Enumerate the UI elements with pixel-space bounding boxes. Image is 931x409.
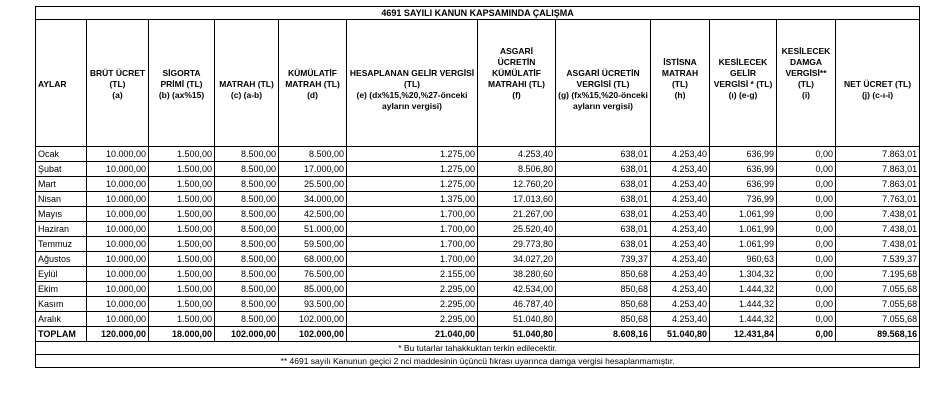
value-cell: 1.500,00	[149, 237, 215, 252]
value-cell: 38.280,60	[478, 267, 556, 282]
value-cell: 4.253,40	[651, 207, 710, 222]
table-row	[36, 222, 920, 237]
value-cell: 4.253,40	[651, 297, 710, 312]
value-cell: 1.500,00	[149, 207, 215, 222]
value-cell: 0,00	[777, 297, 836, 312]
column-code: (j) (c-ı-i)	[836, 90, 920, 147]
month-cell: Ekim	[36, 282, 87, 297]
value-cell: 850,68	[556, 312, 651, 327]
month-cell: Mayıs	[36, 207, 87, 222]
value-cell: 7.863,01	[836, 147, 920, 162]
month-cell: Ağustos	[36, 252, 87, 267]
column-code: (b) (ax%15)	[149, 90, 215, 147]
value-cell: 8.500,00	[215, 162, 279, 177]
value-cell: 1.061,99	[710, 237, 777, 252]
value-cell: 1.444,32	[710, 297, 777, 312]
column-header: BRÜT ÜCRET (TL)	[87, 20, 149, 91]
value-cell: 10.000,00	[87, 147, 149, 162]
value-cell: 636,99	[710, 147, 777, 162]
value-cell: 10.000,00	[87, 267, 149, 282]
column-header: NET ÜCRET (TL)	[836, 20, 920, 91]
value-cell: 0,00	[777, 267, 836, 282]
value-cell: 51.000,00	[279, 222, 347, 237]
value-cell: 8.500,00	[215, 147, 279, 162]
table-row	[36, 312, 920, 327]
value-cell: 4.253,40	[651, 267, 710, 282]
month-cell: Kasım	[36, 297, 87, 312]
value-cell: 638,01	[556, 162, 651, 177]
value-cell: 960,63	[710, 252, 777, 267]
value-cell: 638,01	[556, 237, 651, 252]
value-cell: 7.438,01	[836, 222, 920, 237]
value-cell: 85.000,00	[279, 282, 347, 297]
column-code: (e) (dx%15,%20,%27-önceki ayların vergisi)	[347, 90, 478, 147]
value-cell: 12.760,20	[478, 177, 556, 192]
month-cell: Şubat	[36, 162, 87, 177]
column-code: (g) (fx%15,%20-önceki ayların vergisi)	[556, 90, 651, 147]
column-code: (d)	[279, 90, 347, 147]
table-row	[36, 177, 920, 192]
value-cell: 0,00	[777, 282, 836, 297]
column-code: (f)	[478, 90, 556, 147]
table-row	[36, 147, 920, 162]
value-cell: 10.000,00	[87, 252, 149, 267]
value-cell: 7.438,01	[836, 207, 920, 222]
value-cell: 850,68	[556, 282, 651, 297]
value-cell: 1.500,00	[149, 192, 215, 207]
value-cell: 4.253,40	[651, 312, 710, 327]
value-cell: 2.295,00	[347, 297, 478, 312]
value-cell: 10.000,00	[87, 312, 149, 327]
value-cell: 0,00	[777, 147, 836, 162]
value-cell: 1.500,00	[149, 312, 215, 327]
value-cell: 7.055,68	[836, 312, 920, 327]
value-cell: 25.500,00	[279, 177, 347, 192]
value-cell: 8.500,00	[215, 177, 279, 192]
column-header: KESİLECEK GELİR VERGİSİ * (TL)	[710, 20, 777, 91]
footnote: * Bu tutarlar tahakkuktan terkin edilecektir.	[36, 342, 920, 355]
tax-table	[35, 6, 920, 368]
value-cell: 1.700,00	[347, 207, 478, 222]
value-cell: 21.267,00	[478, 207, 556, 222]
table-row	[36, 207, 920, 222]
value-cell: 736,99	[710, 192, 777, 207]
value-cell: 7.438,01	[836, 237, 920, 252]
value-cell: 850,68	[556, 297, 651, 312]
value-cell: 2.295,00	[347, 282, 478, 297]
table-row	[36, 162, 920, 177]
tax-calculation-sheet	[35, 6, 919, 368]
value-cell: 8.500,00	[215, 252, 279, 267]
value-cell: 8.500,00	[215, 222, 279, 237]
value-cell: 8.500,00	[215, 237, 279, 252]
total-cell: 51.040,80	[478, 327, 556, 342]
value-cell: 7.195,68	[836, 267, 920, 282]
total-cell: 18.000,00	[149, 327, 215, 342]
value-cell: 46.787,40	[478, 297, 556, 312]
value-cell: 10.000,00	[87, 237, 149, 252]
value-cell: 8.500,00	[215, 282, 279, 297]
value-cell: 636,99	[710, 162, 777, 177]
table-row	[36, 282, 920, 297]
total-cell: 102.000,00	[279, 327, 347, 342]
value-cell: 7.763,01	[836, 192, 920, 207]
value-cell: 1.275,00	[347, 162, 478, 177]
column-code	[36, 90, 87, 147]
value-cell: 102.000,00	[279, 312, 347, 327]
value-cell: 0,00	[777, 207, 836, 222]
value-cell: 10.000,00	[87, 207, 149, 222]
value-cell: 4.253,40	[651, 222, 710, 237]
value-cell: 29.773,80	[478, 237, 556, 252]
value-cell: 1.500,00	[149, 222, 215, 237]
table-title: 4691 SAYILI KANUN KAPSAMINDA ÇALIŞMA	[36, 7, 920, 20]
value-cell: 1.500,00	[149, 267, 215, 282]
month-cell: Mart	[36, 177, 87, 192]
value-cell: 4.253,40	[478, 147, 556, 162]
value-cell: 8.500,00	[215, 192, 279, 207]
value-cell: 10.000,00	[87, 222, 149, 237]
value-cell: 638,01	[556, 177, 651, 192]
table-row	[36, 192, 920, 207]
total-cell: 51.040,80	[651, 327, 710, 342]
column-header: SİGORTA PRİMİ (TL)	[149, 20, 215, 91]
value-cell: 93.500,00	[279, 297, 347, 312]
value-cell: 1.700,00	[347, 237, 478, 252]
value-cell: 850,68	[556, 267, 651, 282]
value-cell: 10.000,00	[87, 192, 149, 207]
value-cell: 7.055,68	[836, 297, 920, 312]
total-cell: 0,00	[777, 327, 836, 342]
value-cell: 0,00	[777, 177, 836, 192]
value-cell: 638,01	[556, 192, 651, 207]
value-cell: 8.500,00	[215, 312, 279, 327]
value-cell: 0,00	[777, 252, 836, 267]
total-row	[36, 327, 920, 342]
value-cell: 8.500,00	[279, 147, 347, 162]
month-cell: Eylül	[36, 267, 87, 282]
column-code: (i)	[777, 90, 836, 147]
table-row	[36, 267, 920, 282]
column-code: (ı) (e-g)	[710, 90, 777, 147]
value-cell: 638,01	[556, 222, 651, 237]
value-cell: 1.444,32	[710, 282, 777, 297]
value-cell: 68.000,00	[279, 252, 347, 267]
value-cell: 1.500,00	[149, 147, 215, 162]
value-cell: 0,00	[777, 312, 836, 327]
column-header: HESAPLANAN GELİR VERGİSİ (TL)	[347, 20, 478, 91]
value-cell: 636,99	[710, 177, 777, 192]
value-cell: 4.253,40	[651, 192, 710, 207]
value-cell: 0,00	[777, 162, 836, 177]
value-cell: 8.500,00	[215, 207, 279, 222]
column-header: KESİLECEK DAMGA VERGİSİ** (TL)	[777, 20, 836, 91]
value-cell: 1.061,99	[710, 207, 777, 222]
value-cell: 1.700,00	[347, 252, 478, 267]
value-cell: 4.253,40	[651, 237, 710, 252]
value-cell: 7.863,01	[836, 177, 920, 192]
value-cell: 42.500,00	[279, 207, 347, 222]
value-cell: 1.061,99	[710, 222, 777, 237]
total-cell: 89.568,16	[836, 327, 920, 342]
value-cell: 1.275,00	[347, 177, 478, 192]
value-cell: 8.500,00	[215, 297, 279, 312]
column-code: (c) (a-b)	[215, 90, 279, 147]
value-cell: 4.253,40	[651, 147, 710, 162]
value-cell: 1.700,00	[347, 222, 478, 237]
value-cell: 1.444,32	[710, 312, 777, 327]
month-cell: Aralık	[36, 312, 87, 327]
value-cell: 8.506,80	[478, 162, 556, 177]
value-cell: 34.027,20	[478, 252, 556, 267]
column-code: (h)	[651, 90, 710, 147]
month-cell: Nisan	[36, 192, 87, 207]
column-header: ASGARİ ÜCRETİN KÜMÜLATİF MATRAHI (TL)	[478, 20, 556, 91]
table-row	[36, 297, 920, 312]
value-cell: 59.500,00	[279, 237, 347, 252]
value-cell: 0,00	[777, 192, 836, 207]
value-cell: 76.500,00	[279, 267, 347, 282]
value-cell: 8.500,00	[215, 267, 279, 282]
value-cell: 1.304,32	[710, 267, 777, 282]
value-cell: 0,00	[777, 222, 836, 237]
value-cell: 1.500,00	[149, 297, 215, 312]
month-cell: Ocak	[36, 147, 87, 162]
column-header: İSTİSNA MATRAH (TL)	[651, 20, 710, 91]
value-cell: 10.000,00	[87, 162, 149, 177]
value-cell: 2.155,00	[347, 267, 478, 282]
column-header: MATRAH (TL)	[215, 20, 279, 91]
value-cell: 0,00	[777, 237, 836, 252]
value-cell: 1.500,00	[149, 162, 215, 177]
table-row	[36, 237, 920, 252]
total-cell: 21.040,00	[347, 327, 478, 342]
total-label: TOPLAM	[36, 327, 87, 342]
value-cell: 4.253,40	[651, 177, 710, 192]
value-cell: 1.500,00	[149, 252, 215, 267]
column-code: (a)	[87, 90, 149, 147]
total-cell: 8.608,16	[556, 327, 651, 342]
value-cell: 7.863,01	[836, 162, 920, 177]
month-cell: Haziran	[36, 222, 87, 237]
value-cell: 4.253,40	[651, 162, 710, 177]
total-cell: 12.431,84	[710, 327, 777, 342]
column-header: ASGARİ ÜCRETİN VERGİSİ (TL)	[556, 20, 651, 91]
value-cell: 10.000,00	[87, 177, 149, 192]
total-cell: 120.000,00	[87, 327, 149, 342]
value-cell: 4.253,40	[651, 282, 710, 297]
value-cell: 10.000,00	[87, 282, 149, 297]
value-cell: 17.013,60	[478, 192, 556, 207]
total-cell: 102.000,00	[215, 327, 279, 342]
value-cell: 42.534,00	[478, 282, 556, 297]
value-cell: 7.539,37	[836, 252, 920, 267]
value-cell: 51.040,80	[478, 312, 556, 327]
column-header: KÜMÜLATİF MATRAH (TL)	[279, 20, 347, 91]
value-cell: 638,01	[556, 147, 651, 162]
value-cell: 7.055,68	[836, 282, 920, 297]
value-cell: 1.275,00	[347, 147, 478, 162]
value-cell: 10.000,00	[87, 297, 149, 312]
footnote: ** 4691 sayılı Kanunun geçici 2 nci maddesinin üçüncü fıkrası uyarınca damga vergisi hesaplanmamıştır.	[36, 355, 920, 368]
value-cell: 2.295,00	[347, 312, 478, 327]
column-header: AYLAR	[36, 20, 87, 91]
value-cell: 4.253,40	[651, 252, 710, 267]
value-cell: 739,37	[556, 252, 651, 267]
value-cell: 34.000,00	[279, 192, 347, 207]
value-cell: 17.000,00	[279, 162, 347, 177]
value-cell: 1.500,00	[149, 282, 215, 297]
month-cell: Temmuz	[36, 237, 87, 252]
value-cell: 1.500,00	[149, 177, 215, 192]
value-cell: 1.375,00	[347, 192, 478, 207]
value-cell: 25.520,40	[478, 222, 556, 237]
table-row	[36, 252, 920, 267]
value-cell: 638,01	[556, 207, 651, 222]
